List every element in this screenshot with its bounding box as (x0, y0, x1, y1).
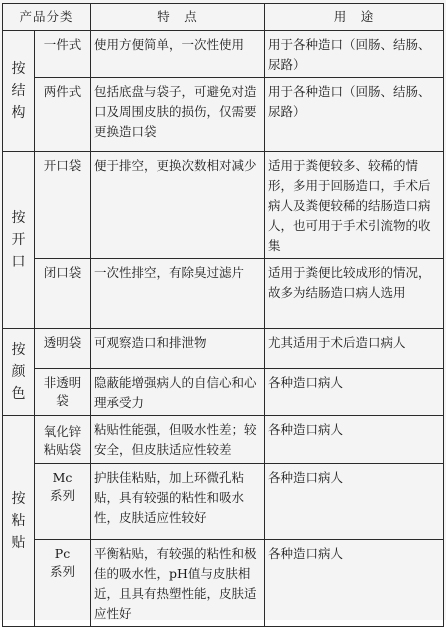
feature-cell: 可观察造口和排泄物 (91, 329, 265, 369)
table-row (3, 329, 444, 369)
header-uses: 用 途 (265, 4, 444, 31)
header-features: 特 点 (91, 4, 265, 31)
group-by-opening: 按 开 口 (3, 152, 35, 329)
use-cell: 尤其适用于术后造口病人 (265, 329, 444, 369)
ostomy-bag-classification-table (2, 3, 444, 627)
group-by-structure: 按 结 构 (3, 31, 35, 152)
use-cell: 用于各种造口（回肠、结肠、尿路） (265, 78, 444, 152)
use-cell: 适用于粪便比较成形的情况，故多为结肠造口病人选用 (265, 259, 444, 329)
use-cell: 各种造口病人 (265, 540, 444, 627)
group-by-adhesive: 按 粘 贴 (3, 416, 35, 627)
type-cell: 透明袋 (35, 329, 91, 369)
type-cell: 两件式 (35, 78, 91, 152)
table-row (3, 259, 444, 329)
table-row (3, 540, 444, 627)
feature-cell: 护肤佳粘贴，加上环微孔粘贴，具有较强的粘性和吸水性，皮肤适应性较好 (91, 464, 265, 540)
table-row (3, 152, 444, 259)
type-cell: 非透明袋 (35, 369, 91, 416)
feature-cell: 包括底盘与袋子，可避免对造口及周围皮肤的损伤，仅需要更换造口袋 (91, 78, 265, 152)
header-category: 产品分类 (3, 4, 91, 31)
table-row (3, 464, 444, 540)
use-cell: 用于各种造口（回肠、结肠、尿路） (265, 31, 444, 78)
use-cell: 适用于粪便较多、较稀的情形，多用于回肠造口，手术后病人及粪便较稀的结肠造口病人，也可用于手术引流物的收集 (265, 152, 444, 259)
table-row (3, 369, 444, 416)
feature-cell: 隐蔽能增强病人的自信心和心理承受力 (91, 369, 265, 416)
table-row (3, 78, 444, 152)
feature-cell: 使用方便简单，一次性使用 (91, 31, 265, 78)
type-cell: Pc 系列 (35, 540, 91, 627)
group-by-color: 按 颜 色 (3, 329, 35, 416)
type-cell: 开口袋 (35, 152, 91, 259)
feature-cell: 一次性排空，有除臭过滤片 (91, 259, 265, 329)
type-cell: Mc 系列 (35, 464, 91, 540)
feature-cell: 平衡粘贴，有较强的粘性和极佳的吸水性，pH值与皮肤相近，且具有热塑性能，皮肤适应性好 (91, 540, 265, 627)
feature-cell: 粘贴性能强，但吸水性差；较安全，但皮肤适应性较差 (91, 416, 265, 464)
table-row (3, 31, 444, 78)
feature-cell: 便于排空，更换次数相对减少 (91, 152, 265, 259)
use-cell: 各种造口病人 (265, 416, 444, 464)
type-cell: 氧化锌 粘贴袋 (35, 416, 91, 464)
use-cell: 各种造口病人 (265, 369, 444, 416)
header-row (3, 4, 444, 31)
type-cell: 闭口袋 (35, 259, 91, 329)
use-cell: 各种造口病人 (265, 464, 444, 540)
table-row (3, 416, 444, 464)
type-cell: 一件式 (35, 31, 91, 78)
